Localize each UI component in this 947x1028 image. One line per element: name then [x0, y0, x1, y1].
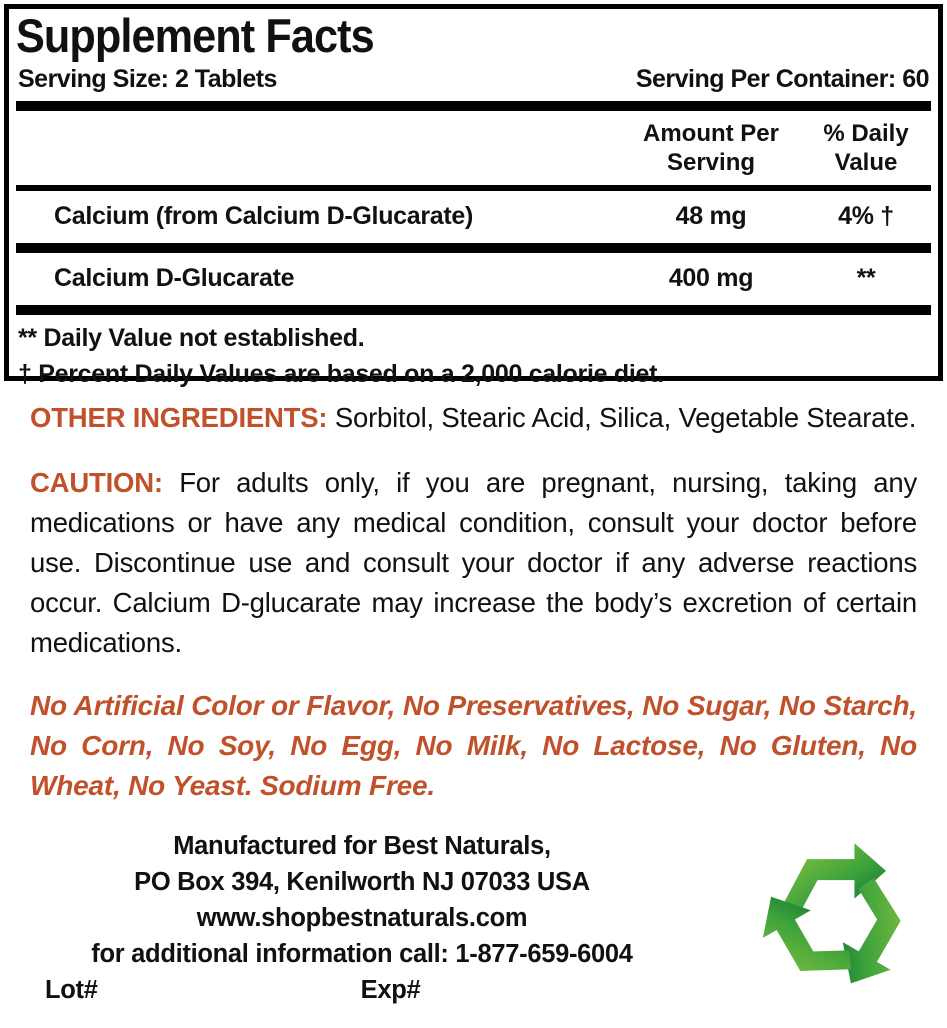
nutrient-dv: ** [856, 264, 876, 293]
free-of-claims-paragraph: No Artificial Color or Flavor, No Preservatives, No Sugar, No Starch, No Corn, No Soy, No Egg, No Milk, No Lactose, No Gluten, No Wheat, No Yeast. Sodium Free. [30, 690, 917, 801]
serving-row [18, 65, 929, 94]
footnote-percent-dv: † Percent Daily Values are based on a 2,000 calorie diet. [18, 360, 664, 389]
table-header-row [16, 111, 931, 185]
manufacturer-line2: PO Box 394, Kenilworth NJ 07033 USA [134, 868, 590, 896]
footnotes [16, 315, 931, 392]
other-ingredients-label: OTHER INGREDIENTS: [30, 402, 328, 433]
table-row [16, 191, 931, 243]
recycle-icon-area [724, 828, 947, 1008]
header-dv-line2: Value [834, 149, 898, 177]
supplement-facts-panel [4, 4, 943, 389]
servings-per-container: Serving Per Container: 60 [635, 65, 929, 94]
caution-paragraph [30, 463, 917, 663]
manufacturer-block [0, 828, 947, 1008]
caution-text: For adults only, if you are pregnant, nursing, taking any medications or have any medical condition, consult your doctor before use. Discontinue use and consult your doctor if any adverse reactions occur. Calcium D-glucarate may increase the body’s excretion of certain medications. [30, 467, 917, 658]
nutrient-dv: 4% † [838, 202, 894, 231]
nutrient-amount: 400 mg [668, 264, 754, 293]
other-ingredients-paragraph [30, 398, 917, 438]
lot-exp-row [0, 972, 724, 1008]
header-dv-line1: % Daily [823, 120, 909, 148]
header-percent-daily-value [801, 119, 931, 177]
table-row [16, 253, 931, 305]
lot-number-label: Lot# [45, 976, 98, 1004]
nutrient-amount: 48 mg [675, 202, 747, 231]
other-ingredients-text: Sorbitol, Stearic Acid, Silica, Vegetable Stearate. [334, 402, 917, 433]
supplement-facts-title: Supplement Facts [16, 9, 374, 62]
nutrient-name: Calcium (from Calcium D-Glucarate) [54, 202, 474, 231]
manufacturer-phone: for additional information call: 1-877-659-6004 [91, 940, 633, 968]
divider-thick [16, 305, 931, 315]
serving-size: Serving Size: 2 Tablets [18, 65, 277, 94]
exp-date-label: Exp# [360, 976, 421, 1004]
divider-thick [16, 101, 931, 111]
manufacturer-text [0, 828, 724, 1008]
header-amount-line2: Serving [666, 149, 756, 177]
manufacturer-line1: Manufactured for Best Naturals, [173, 832, 551, 860]
header-amount-per-serving [621, 119, 801, 177]
manufacturer-website: www.shopbestnaturals.com [196, 904, 528, 932]
recycle-icon [750, 838, 922, 996]
nutrient-name: Calcium D-Glucarate [54, 264, 295, 293]
caution-label: CAUTION: [30, 467, 163, 498]
header-amount-line1: Amount Per [642, 120, 779, 148]
divider-thick [16, 243, 931, 253]
footnote-daily-value: ** Daily Value not established. [18, 324, 365, 353]
